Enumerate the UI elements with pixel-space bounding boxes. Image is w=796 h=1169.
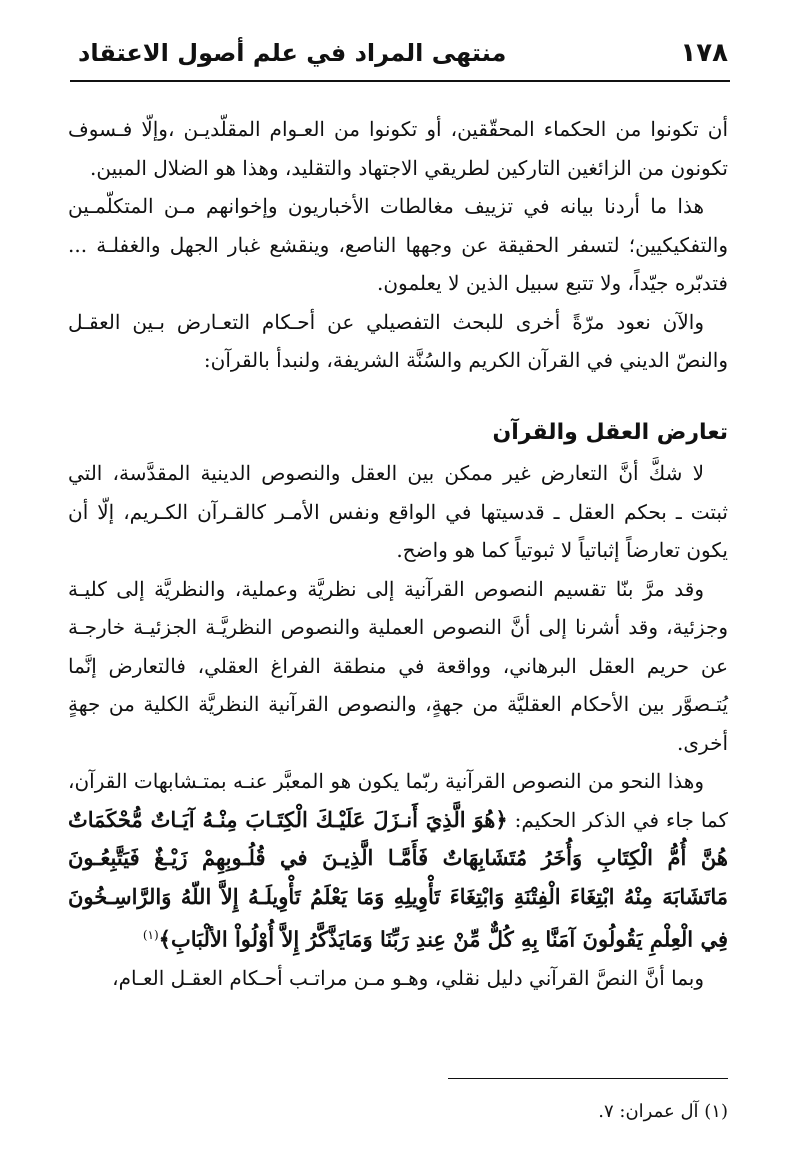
paragraph-3: والآن نعود مرّةً أخرى للبحث التفصيلي عن أحـكام التعـارض بـين العقـل والنصّ الديني في القرآن الكريم والسُنَّة الشريفة، ولنبدأ بالقرآن: [68,309,728,372]
footnote: (١) آل عمران: ٧. [598,1101,728,1122]
running-title: منتهى المراد في علم أصول الاعتقاد [78,39,507,67]
page-number: ١٧٨ [680,38,728,68]
page-body [68,110,728,998]
paragraph-5: وقد مرَّ بنّا تقسيم النصوص القرآنية إلى نظريَّة وعملية، والنظريَّة إلى كليـة وجزئية، وقد أشرنا إلى أنَّ النصوص العملية والنصوص النظريَّـة الجزئيـة خارجـة عن حريم العقل البرهاني، وواقعة في منطقة الفراغ العقلي، فالتعارض إنَّما يُتـصوَّر بين الأحكام العقليَّة من جهةٍ، والنصوص القرآنية النظريَّة الكلية من جهةٍ أخرى. [68,576,728,755]
footnote-reference[interactable]: (١) [142,928,159,942]
paragraph-7: وبما أنَّ النصَّ القرآني دليل نقلي، وهـو مـن مراتـب أحـكام العقـل العـام، [112,966,704,991]
page-header [78,28,728,78]
quran-verse: ﴿هُوَ الَّذِيَ أَنـزَلَ عَلَيْـكَ الْكِتَـابَ مِنْـهُ آيَـاتٌ مُّحْكَمَاتٌ هُنَّ أُمُّ الْكِتَابِ وَأُخَرُ مُتَشَابِهَاتٌ فَأَمَّـا الَّذِيـنَ في قُلُـوبِهِمْ زَيْـغٌ فَيَتَّبِعُـونَ مَاتَشَابَهَ مِنْهُ ابْتِغَاءَ الْفِتْنَةِ وَابْتِغَاءَ تَأْوِيلِهِ وَمَا يَعْلَمُ تَأْوِيلَـهُ إِلاَّ اللّهُ وَالرَّاسِـخُونَ فِي الْعِلْمِ يَقُولُونَ آمَنَّا بِهِ كُلٌّ مِّنْ عِندِ رَبِّنَا وَمَايَذَّكَّرُ إِلاَّ أُوْلُواْ الألْبَابِ﴾ [68,806,728,952]
header-divider [70,80,730,82]
paragraph-4: لا شكَّ أنَّ التعارض غير ممكن بين العقل والنصوص الدينية المقدَّسة، التي ثبتت ـ بحكم العقل ـ قدسيتها في الواقع ونفس الأمـر كالقـرآن الكـريم، إلّا أن يكون تعارضاً إثباتياً لا ثبوتياً كما هو واضح. [68,461,728,562]
paragraph-6 [68,762,728,959]
paragraph-6-intro: وهذا النحو من النصوص القرآنية ربّما يكون هو المعبَّر عنـه بمتـشابهات القرآن، كما جاء في الذكر الحكيم: [68,769,729,832]
paragraph-1: أن تكونوا من الحكماء المحقّقين، أو تكونوا من العـوام المقلّديـن ،وإلّا فـسوف تكونون من الزائغين التاركين لطريقي الاجتهاد والتقليد، وهذا هو الضلال المبين. [68,117,728,180]
section-title: تعارض العقل والقرآن [492,419,728,445]
footnote-divider [448,1078,728,1079]
paragraph-2: هذا ما أردنا بيانه في تزييف مغالطات الأخباريون وإخوانهم مـن المتكلّمـين والتفكيكيين؛ لتسفر الحقيقة عن وجهها الناصع، وينقشع غبار الجهل والغفلـة ... فتدبّره جيّداً، ولا تتبع سبيل الذين لا يعلمون. [68,194,728,295]
